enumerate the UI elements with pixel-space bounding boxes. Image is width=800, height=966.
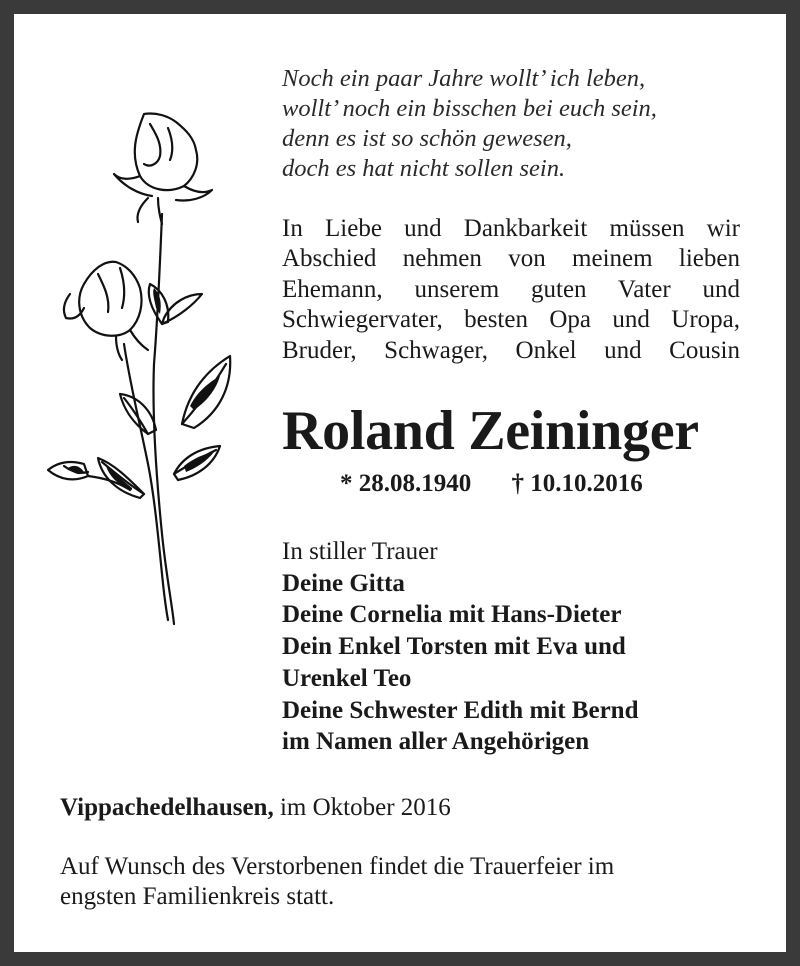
funeral-note <box>60 852 614 912</box>
life-dates <box>340 470 643 498</box>
mourners <box>282 536 638 758</box>
mourner-name: Deine Schwester Edith mit Bernd <box>282 696 639 724</box>
mourners-heading: In stiller Trauer <box>282 538 438 565</box>
death-date: † 10.10.2016 <box>511 470 643 497</box>
intro-line: Abschied nehmen von meinem lieben <box>282 245 740 273</box>
mourner-name: Deine Gitta <box>282 569 405 597</box>
intro-text <box>282 214 740 366</box>
intro-line: Bruder, Schwager, Onkel und Cousin <box>282 336 740 364</box>
mourner-name: Deine Cornelia mit Hans-Dieter <box>282 601 622 629</box>
mourner-name: Dein Enkel Torsten mit Eva und <box>282 633 626 661</box>
place-date <box>60 794 451 822</box>
month-year: im Oktober 2016 <box>279 794 451 821</box>
intro-line: Schwiegervater, besten Opa und Uropa, <box>282 306 740 334</box>
mourner-name: im Namen aller Angehörigen <box>282 728 590 756</box>
intro-line: In Liebe und Dankbarkeit müssen wir <box>282 215 740 242</box>
rose-icon <box>44 94 244 634</box>
poem <box>282 64 657 184</box>
deceased-name: Roland Zeininger <box>282 400 699 462</box>
poem-line: denn es ist so schön gewesen, <box>282 125 572 152</box>
poem-line: wollt’ noch ein bisschen bei euch sein, <box>282 95 657 122</box>
town-name: Vippachedelhausen, <box>60 794 274 821</box>
obituary-card <box>14 14 786 952</box>
note-line: engsten Familienkreis statt. <box>60 883 335 910</box>
birth-date: * 28.08.1940 <box>340 470 472 497</box>
poem-line: Noch ein paar Jahre wollt’ ich leben, <box>282 65 646 92</box>
mourner-name: Urenkel Teo <box>282 664 412 692</box>
note-line: Auf Wunsch des Verstorbenen findet die Trauerfeier im <box>60 853 615 880</box>
poem-line: doch es hat nicht sollen sein. <box>282 155 566 182</box>
intro-line: Ehemann, unserem guten Vater und <box>282 275 740 303</box>
